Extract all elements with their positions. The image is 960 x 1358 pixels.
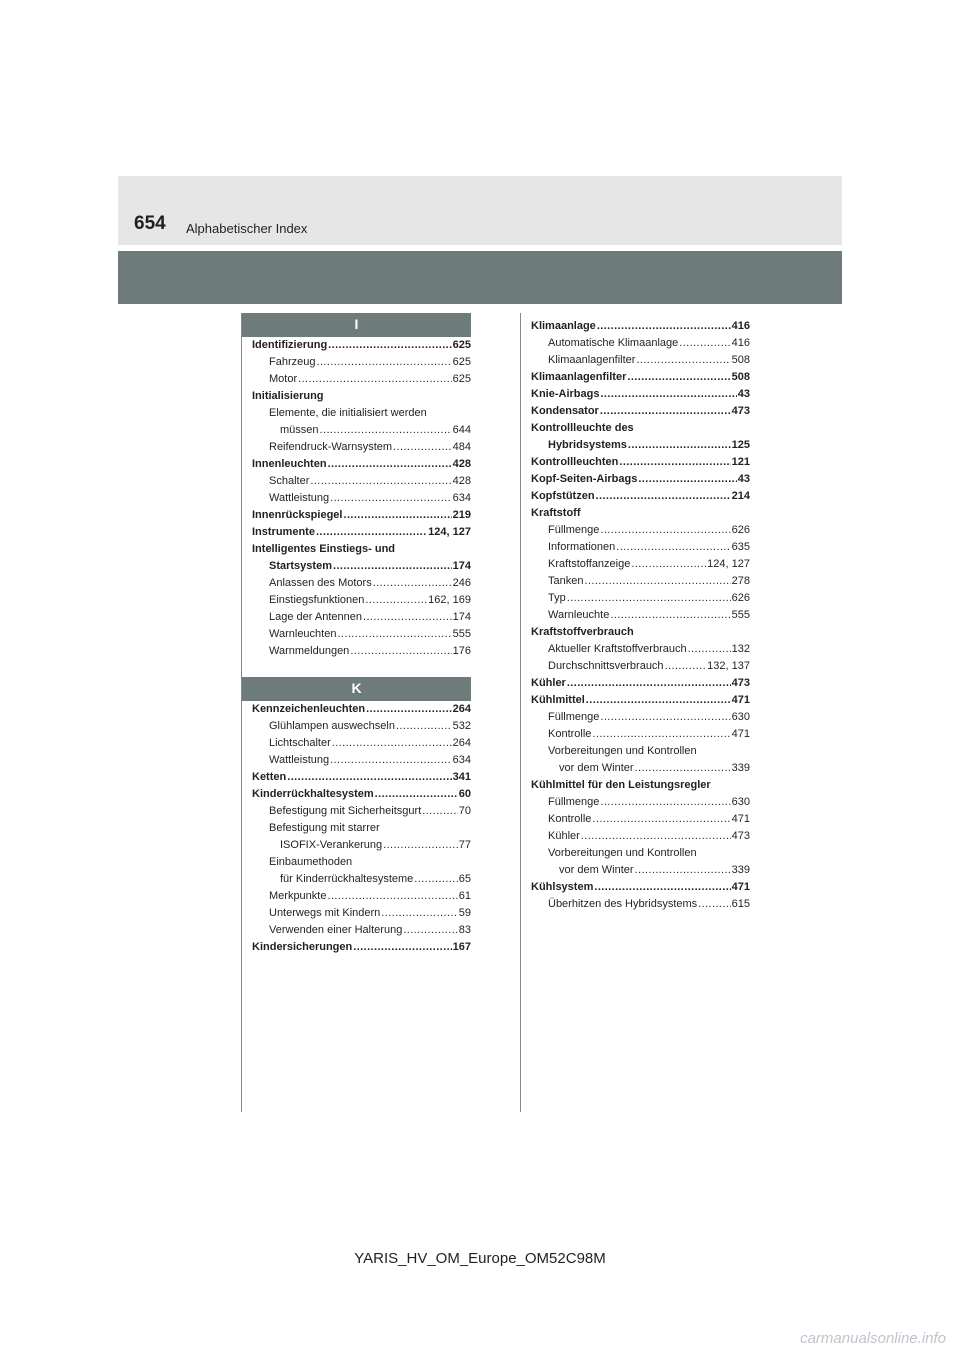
entry-term: Hybridsystems — [548, 439, 627, 451]
entry-page: 630 — [731, 711, 750, 723]
entry-term: Kühler — [548, 830, 580, 842]
entry-term: Füllmenge — [548, 796, 600, 808]
index-entry — [252, 405, 471, 422]
dot-leader — [327, 888, 457, 905]
dot-leader — [584, 573, 730, 590]
entry-term: Warnleuchten — [269, 628, 337, 640]
entry-page: 162, 169 — [428, 594, 471, 606]
entry-term: Kopfstützen — [531, 490, 595, 502]
index-entry — [252, 371, 471, 388]
entry-term: Kühler — [531, 677, 566, 689]
index-entry — [252, 769, 471, 786]
entry-page: 508 — [731, 371, 750, 383]
entry-term: Kraftstoff — [531, 507, 581, 519]
entry-term: Kontrolle — [548, 728, 592, 740]
entry-term: Anlassen des Motors — [269, 577, 372, 589]
page-title: Alphabetischer Index — [186, 221, 308, 236]
entry-page: 125 — [731, 439, 750, 451]
entry-term: Kühlmittel — [531, 694, 585, 706]
dot-leader — [627, 369, 730, 386]
entry-page: 625 — [452, 373, 471, 385]
entry-page: 615 — [731, 898, 750, 910]
dot-leader — [375, 786, 458, 803]
index-entry — [252, 609, 471, 626]
entry-page: 626 — [731, 524, 750, 536]
entry-page: 644 — [452, 424, 471, 436]
entry-term: Warnleuchte — [548, 609, 610, 621]
entry-page: 43 — [737, 388, 750, 400]
entry-term: Elemente, die initialisiert werden — [269, 407, 427, 419]
entry-term: Startsystem — [269, 560, 332, 572]
entry-page: 630 — [731, 796, 750, 808]
entry-term: Intelligentes Einstiegs- und — [252, 543, 396, 555]
entry-term: Einstiegsfunktionen — [269, 594, 365, 606]
entry-page: 264 — [452, 703, 471, 715]
entry-page: 219 — [452, 509, 471, 521]
dot-leader — [350, 643, 451, 660]
entry-term: Kontrolle — [548, 813, 592, 825]
entry-page: 625 — [452, 339, 471, 351]
index-entry — [252, 939, 471, 956]
index-entry — [252, 575, 471, 592]
entry-term: Vorbereitungen und Kontrollen — [548, 745, 697, 757]
index-entry — [531, 318, 750, 335]
entry-term: Kopf-Seiten-Airbags — [531, 473, 638, 485]
index-entry — [252, 456, 471, 473]
dot-leader — [343, 507, 451, 524]
dot-leader — [383, 837, 458, 854]
index-entry — [531, 828, 750, 845]
dot-leader — [365, 592, 427, 609]
entry-page: 508 — [731, 354, 750, 366]
entry-page: 83 — [458, 924, 471, 936]
entry-term: Klimaanlagenfilter — [548, 354, 636, 366]
entry-page: 626 — [731, 592, 750, 604]
dot-leader — [638, 471, 736, 488]
index-entry — [531, 641, 750, 658]
dot-leader — [610, 607, 730, 624]
dot-leader — [636, 352, 730, 369]
entry-term: für Kinderrückhaltesysteme — [280, 873, 414, 885]
index-entry — [531, 845, 750, 862]
dot-leader — [393, 439, 452, 456]
index-entry — [531, 879, 750, 896]
dot-leader — [403, 922, 457, 939]
index-entry — [252, 490, 471, 507]
dot-leader — [328, 456, 452, 473]
letter-heading-i: I — [242, 313, 471, 337]
index-entry — [252, 541, 471, 558]
index-entry — [531, 454, 750, 471]
entry-page: 176 — [452, 645, 471, 657]
index-entry — [252, 422, 471, 439]
dot-leader — [635, 862, 731, 879]
dot-leader — [600, 794, 730, 811]
index-entry — [531, 709, 750, 726]
entry-term: Innenleuchten — [252, 458, 327, 470]
entry-page: 473 — [731, 677, 750, 689]
entry-term: Vorbereitungen und Kontrollen — [548, 847, 697, 859]
entry-term: Kennzeichenleuchten — [252, 703, 366, 715]
dot-leader — [581, 828, 731, 845]
dot-leader — [665, 658, 707, 675]
dot-leader — [600, 709, 730, 726]
dot-leader — [381, 905, 457, 922]
dot-leader — [353, 939, 451, 956]
section-band — [118, 251, 842, 304]
entry-term: Fahrzeug — [269, 356, 316, 368]
dot-leader — [600, 522, 730, 539]
dot-leader — [373, 575, 452, 592]
dot-leader — [330, 490, 452, 507]
dot-leader — [635, 760, 731, 777]
entry-page: 471 — [731, 728, 750, 740]
entry-term: Kühlmittel für den Leistungsregler — [531, 779, 711, 791]
index-entry — [252, 439, 471, 456]
index-entry — [252, 701, 471, 718]
dot-leader — [596, 488, 731, 505]
dot-leader — [366, 701, 452, 718]
dot-leader — [414, 871, 457, 888]
entry-page: 132 — [731, 643, 750, 655]
entry-term: Kontrollleuchten — [531, 456, 619, 468]
entry-page: 416 — [731, 337, 750, 349]
index-entry — [531, 505, 750, 522]
entry-term: Wattleistung — [269, 754, 330, 766]
entry-term: Motor — [269, 373, 298, 385]
watermark: carmanualsonline.info — [800, 1330, 946, 1347]
index-entry — [531, 692, 750, 709]
entry-term: Unterwegs mit Kindern — [269, 907, 381, 919]
dot-leader — [316, 354, 451, 371]
index-entry — [252, 854, 471, 871]
entry-term: Informationen — [548, 541, 616, 553]
entry-term: Füllmenge — [548, 711, 600, 723]
entry-term: Schalter — [269, 475, 310, 487]
dot-leader — [594, 879, 730, 896]
index-entry — [531, 794, 750, 811]
entry-page: 341 — [452, 771, 471, 783]
index-entry — [531, 403, 750, 420]
entry-term: Kraftstoffverbrauch — [531, 626, 634, 638]
entry-term: Knie-Airbags — [531, 388, 600, 400]
entry-page: 70 — [458, 805, 471, 817]
entry-term: Kinderrückhaltesystem — [252, 788, 374, 800]
dot-leader — [567, 675, 731, 692]
entry-page: 484 — [452, 441, 471, 453]
entry-page: 174 — [452, 611, 471, 623]
index-entry — [531, 522, 750, 539]
entry-page: 132, 137 — [707, 660, 750, 672]
entry-page: 471 — [731, 694, 750, 706]
dot-leader — [597, 318, 731, 335]
index-entry — [531, 471, 750, 488]
entry-term: Glühlampen auswechseln — [269, 720, 395, 732]
entry-page: 264 — [452, 737, 471, 749]
index-entry — [531, 675, 750, 692]
dot-leader — [586, 692, 731, 709]
entry-page: 634 — [452, 754, 471, 766]
index-entry — [531, 539, 750, 556]
index-entry — [252, 735, 471, 752]
entry-page: 416 — [731, 320, 750, 332]
index-entry — [531, 624, 750, 641]
index-entry — [252, 871, 471, 888]
dot-leader — [567, 590, 731, 607]
dot-leader — [679, 335, 730, 352]
entry-term: Kühlsystem — [531, 881, 594, 893]
dot-leader — [600, 403, 731, 420]
dot-leader — [310, 473, 451, 490]
index-column-i — [252, 337, 471, 660]
index-entry — [531, 437, 750, 454]
index-entry — [531, 777, 750, 794]
dot-leader — [592, 811, 730, 828]
index-entry — [531, 352, 750, 369]
index-entry — [531, 488, 750, 505]
index-entry — [252, 507, 471, 524]
letter-heading-k: K — [242, 677, 471, 701]
index-entry — [531, 658, 750, 675]
entry-page: 473 — [731, 405, 750, 417]
entry-page: 214 — [731, 490, 750, 502]
dot-leader — [616, 539, 730, 556]
entry-term: Füllmenge — [548, 524, 600, 536]
entry-term: müssen — [280, 424, 319, 436]
entry-page: 43 — [737, 473, 750, 485]
entry-term: ISOFIX-Verankerung — [280, 839, 383, 851]
entry-term: Typ — [548, 592, 566, 604]
entry-page: 634 — [452, 492, 471, 504]
index-entry — [252, 786, 471, 803]
index-entry — [252, 558, 471, 575]
dot-leader — [698, 896, 730, 913]
entry-page: 60 — [458, 788, 471, 800]
entry-term: Klimaanlagenfilter — [531, 371, 627, 383]
entry-term: vor dem Winter — [559, 762, 634, 774]
entry-term: Lichtschalter — [269, 737, 331, 749]
dot-leader — [688, 641, 731, 658]
entry-term: Aktueller Kraftstoffverbrauch — [548, 643, 687, 655]
entry-term: Instrumente — [252, 526, 315, 538]
entry-term: Warnmeldungen — [269, 645, 350, 657]
entry-page: 339 — [731, 762, 750, 774]
dot-leader — [287, 769, 451, 786]
index-entry — [252, 643, 471, 660]
dot-leader — [619, 454, 730, 471]
entry-page: 77 — [458, 839, 471, 851]
entry-page: 428 — [452, 458, 471, 470]
index-entry — [531, 386, 750, 403]
entry-term: vor dem Winter — [559, 864, 634, 876]
index-entry — [252, 820, 471, 837]
dot-leader — [316, 524, 427, 541]
index-entry — [252, 888, 471, 905]
entry-term: Überhitzen des Hybridsystems — [548, 898, 698, 910]
entry-term: Klimaanlage — [531, 320, 596, 332]
index-entry — [531, 590, 750, 607]
entry-page: 635 — [731, 541, 750, 553]
entry-term: Automatische Klimaanlage — [548, 337, 679, 349]
entry-term: Reifendruck-Warnsystem — [269, 441, 393, 453]
dot-leader — [330, 752, 452, 769]
index-entry — [252, 718, 471, 735]
entry-page: 471 — [731, 881, 750, 893]
index-entry — [531, 573, 750, 590]
index-entry — [531, 607, 750, 624]
index-entry — [252, 803, 471, 820]
dot-leader — [600, 386, 736, 403]
dot-leader — [592, 726, 730, 743]
entry-page: 59 — [458, 907, 471, 919]
entry-page: 246 — [452, 577, 471, 589]
dot-leader — [631, 556, 706, 573]
entry-term: Tanken — [548, 575, 584, 587]
index-entry — [252, 752, 471, 769]
entry-term: Befestigung mit Sicherheitsgurt — [269, 805, 422, 817]
entry-page: 473 — [731, 830, 750, 842]
dot-leader — [328, 337, 451, 354]
index-entry — [252, 388, 471, 405]
index-entry — [531, 862, 750, 879]
dot-leader — [337, 626, 451, 643]
entry-page: 124, 127 — [707, 558, 750, 570]
index-entry — [531, 420, 750, 437]
index-entry — [252, 922, 471, 939]
entry-page: 278 — [731, 575, 750, 587]
dot-leader — [320, 422, 452, 439]
entry-term: Innenrückspiegel — [252, 509, 343, 521]
entry-page: 121 — [731, 456, 750, 468]
dot-leader — [422, 803, 458, 820]
left-column-rule — [241, 313, 242, 1112]
entry-page: 124, 127 — [428, 526, 471, 538]
dot-leader — [396, 718, 452, 735]
page-number: 654 — [134, 213, 166, 234]
entry-term: Kraftstoffanzeige — [548, 558, 631, 570]
index-entry — [531, 726, 750, 743]
dot-leader — [363, 609, 452, 626]
entry-page: 167 — [452, 941, 471, 953]
index-entry — [252, 354, 471, 371]
index-entry — [531, 896, 750, 913]
entry-page: 174 — [452, 560, 471, 572]
index-column-right — [531, 318, 750, 913]
dot-leader — [628, 437, 731, 454]
document-code: YARIS_HV_OM_Europe_OM52C98M — [354, 1250, 606, 1267]
entry-page: 532 — [452, 720, 471, 732]
index-entry — [252, 592, 471, 609]
entry-page: 555 — [731, 609, 750, 621]
dot-leader — [332, 735, 452, 752]
index-entry — [252, 626, 471, 643]
index-entry — [252, 837, 471, 854]
entry-term: Identifizierung — [252, 339, 328, 351]
entry-term: Durchschnittsverbrauch — [548, 660, 664, 672]
entry-term: Initialisierung — [252, 390, 324, 402]
index-entry — [252, 905, 471, 922]
entry-term: Kontrollleuchte des — [531, 422, 634, 434]
entry-term: Verwenden einer Halterung — [269, 924, 403, 936]
index-entry — [531, 369, 750, 386]
entry-page: 471 — [731, 813, 750, 825]
entry-term: Wattleistung — [269, 492, 330, 504]
dot-leader — [333, 558, 452, 575]
index-entry — [531, 743, 750, 760]
entry-term: Kindersicherungen — [252, 941, 353, 953]
entry-page: 625 — [452, 356, 471, 368]
dot-leader — [298, 371, 452, 388]
index-entry — [252, 473, 471, 490]
entry-page: 428 — [452, 475, 471, 487]
index-entry — [531, 556, 750, 573]
entry-term: Merkpunkte — [269, 890, 327, 902]
right-column-rule — [520, 313, 521, 1112]
entry-page: 65 — [458, 873, 471, 885]
entry-page: 555 — [452, 628, 471, 640]
entry-page: 61 — [458, 890, 471, 902]
entry-term: Einbaumethoden — [269, 856, 353, 868]
entry-term: Ketten — [252, 771, 287, 783]
index-entry — [531, 335, 750, 352]
index-entry — [252, 524, 471, 541]
index-entry — [252, 337, 471, 354]
index-column-k — [252, 701, 471, 956]
entry-term: Lage der Antennen — [269, 611, 362, 623]
entry-term: Befestigung mit starrer — [269, 822, 380, 834]
index-entry — [531, 811, 750, 828]
index-entry — [531, 760, 750, 777]
entry-page: 339 — [731, 864, 750, 876]
entry-term: Kondensator — [531, 405, 599, 417]
